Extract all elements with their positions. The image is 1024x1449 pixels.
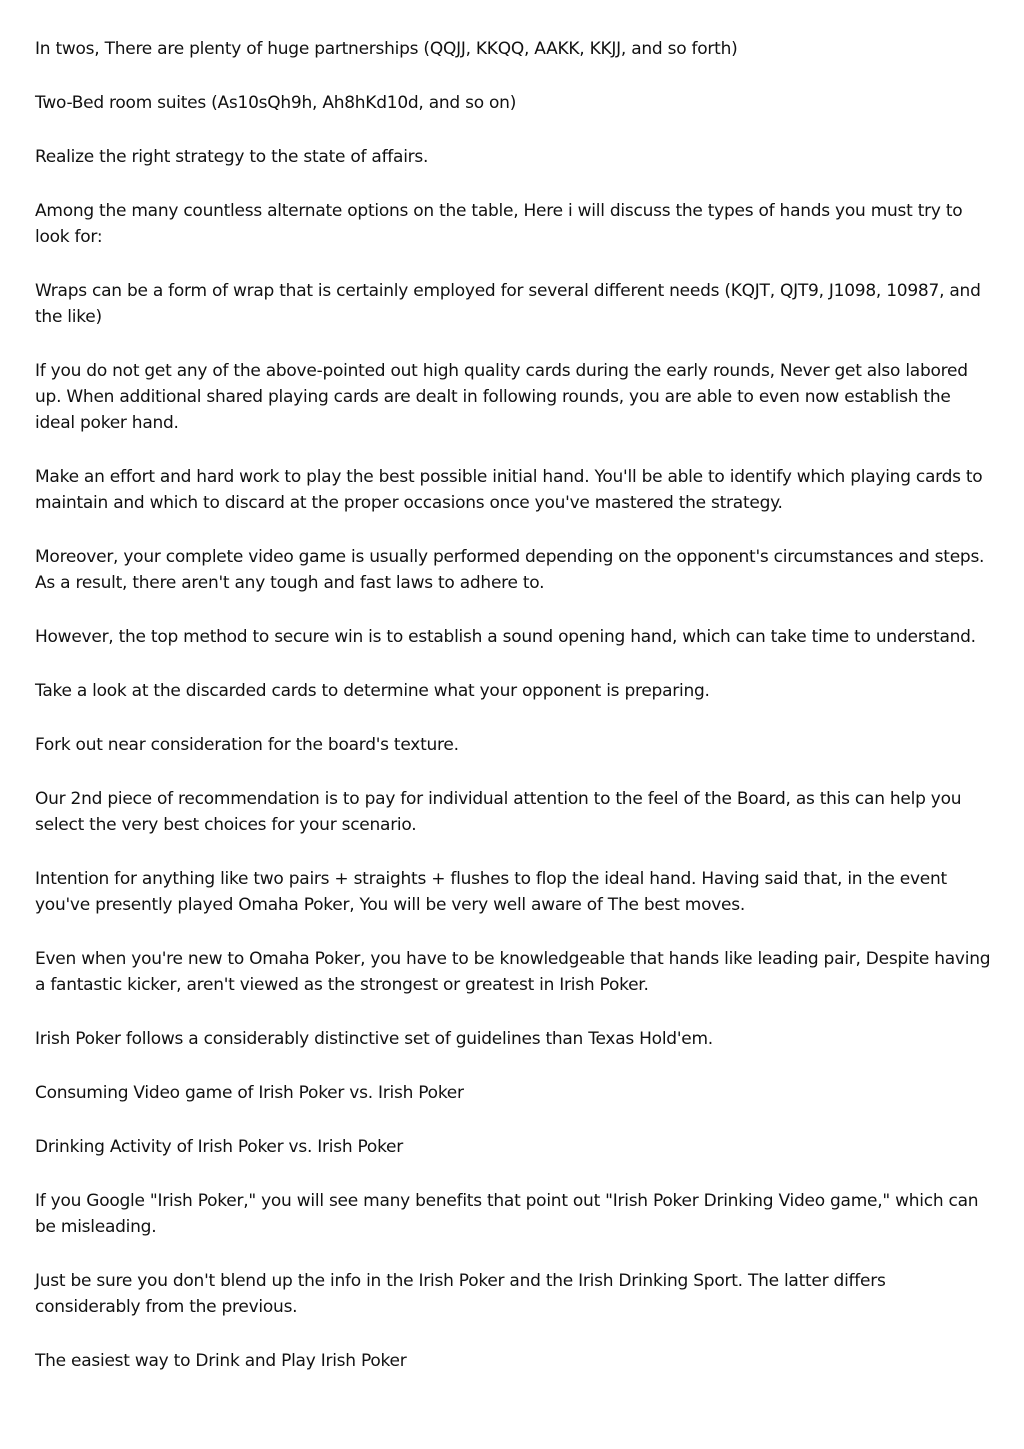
paragraph: Intention for anything like two pairs + straights + flushes to flop the ideal hand. Having said that, in the event you've presently played Omaha Poker, You will be very well aware of The best moves. xyxy=(35,869,947,915)
paragraph: Moreover, your complete video game is usually performed depending on the opponent's circumstances and steps. As a result, there aren't any tough and fast laws to adhere to. xyxy=(35,547,985,593)
paragraph: Drinking Activity of Irish Poker vs. Irish Poker xyxy=(35,1137,404,1157)
paragraph: Wraps can be a form of wrap that is certainly employed for several different needs (KQJT, QJT9, J1098, 10987, and the like) xyxy=(35,281,981,327)
paragraph: Take a look at the discarded cards to determine what your opponent is preparing. xyxy=(35,681,710,701)
paragraph: Realize the right strategy to the state of affairs. xyxy=(35,147,429,167)
paragraph: Irish Poker follows a considerably distinctive set of guidelines than Texas Hold'em. xyxy=(35,1029,713,1049)
paragraph: However, the top method to secure win is to establish a sound opening hand, which can take time to understand. xyxy=(35,627,976,647)
paragraph: Consuming Video game of Irish Poker vs. Irish Poker xyxy=(35,1083,464,1103)
paragraph: If you Google "Irish Poker," you will see many benefits that point out "Irish Poker Drinking Video game," which can be misleading. xyxy=(35,1191,979,1237)
paragraph: Even when you're new to Omaha Poker, you have to be knowledgeable that hands like leading pair, Despite having a fantastic kicker, aren't viewed as the strongest or greatest in Irish Poker. xyxy=(35,949,991,995)
paragraph: Two-Bed room suites (As10sQh9h, Ah8hKd10d, and so on) xyxy=(35,93,517,113)
paragraph: Make an effort and hard work to play the best possible initial hand. You'll be able to identify which playing cards to maintain and which to discard at the proper occasions once you've mastered the strategy. xyxy=(35,467,983,513)
paragraph: In twos, There are plenty of huge partnerships (QQJJ, KKQQ, AAKK, KKJJ, and so forth) xyxy=(35,39,738,59)
paragraph: Among the many countless alternate options on the table, Here i will discuss the types of hands you must try to look for: xyxy=(35,201,963,247)
paragraph: Our 2nd piece of recommendation is to pay for individual attention to the feel of the Board, as this can help you select the very best choices for your scenario. xyxy=(35,789,962,835)
paragraph: The easiest way to Drink and Play Irish Poker xyxy=(35,1351,407,1371)
paragraph: Just be sure you don't blend up the info in the Irish Poker and the Irish Drinking Sport. The latter differs considerably from the previous. xyxy=(35,1271,886,1317)
document-body xyxy=(35,36,993,1402)
paragraph: Fork out near consideration for the board's texture. xyxy=(35,735,459,755)
paragraph: If you do not get any of the above-pointed out high quality cards during the early rounds, Never get also labored up. When additional shared playing cards are dealt in following rounds, you are able to even now establish the ideal poker hand. xyxy=(35,361,968,433)
